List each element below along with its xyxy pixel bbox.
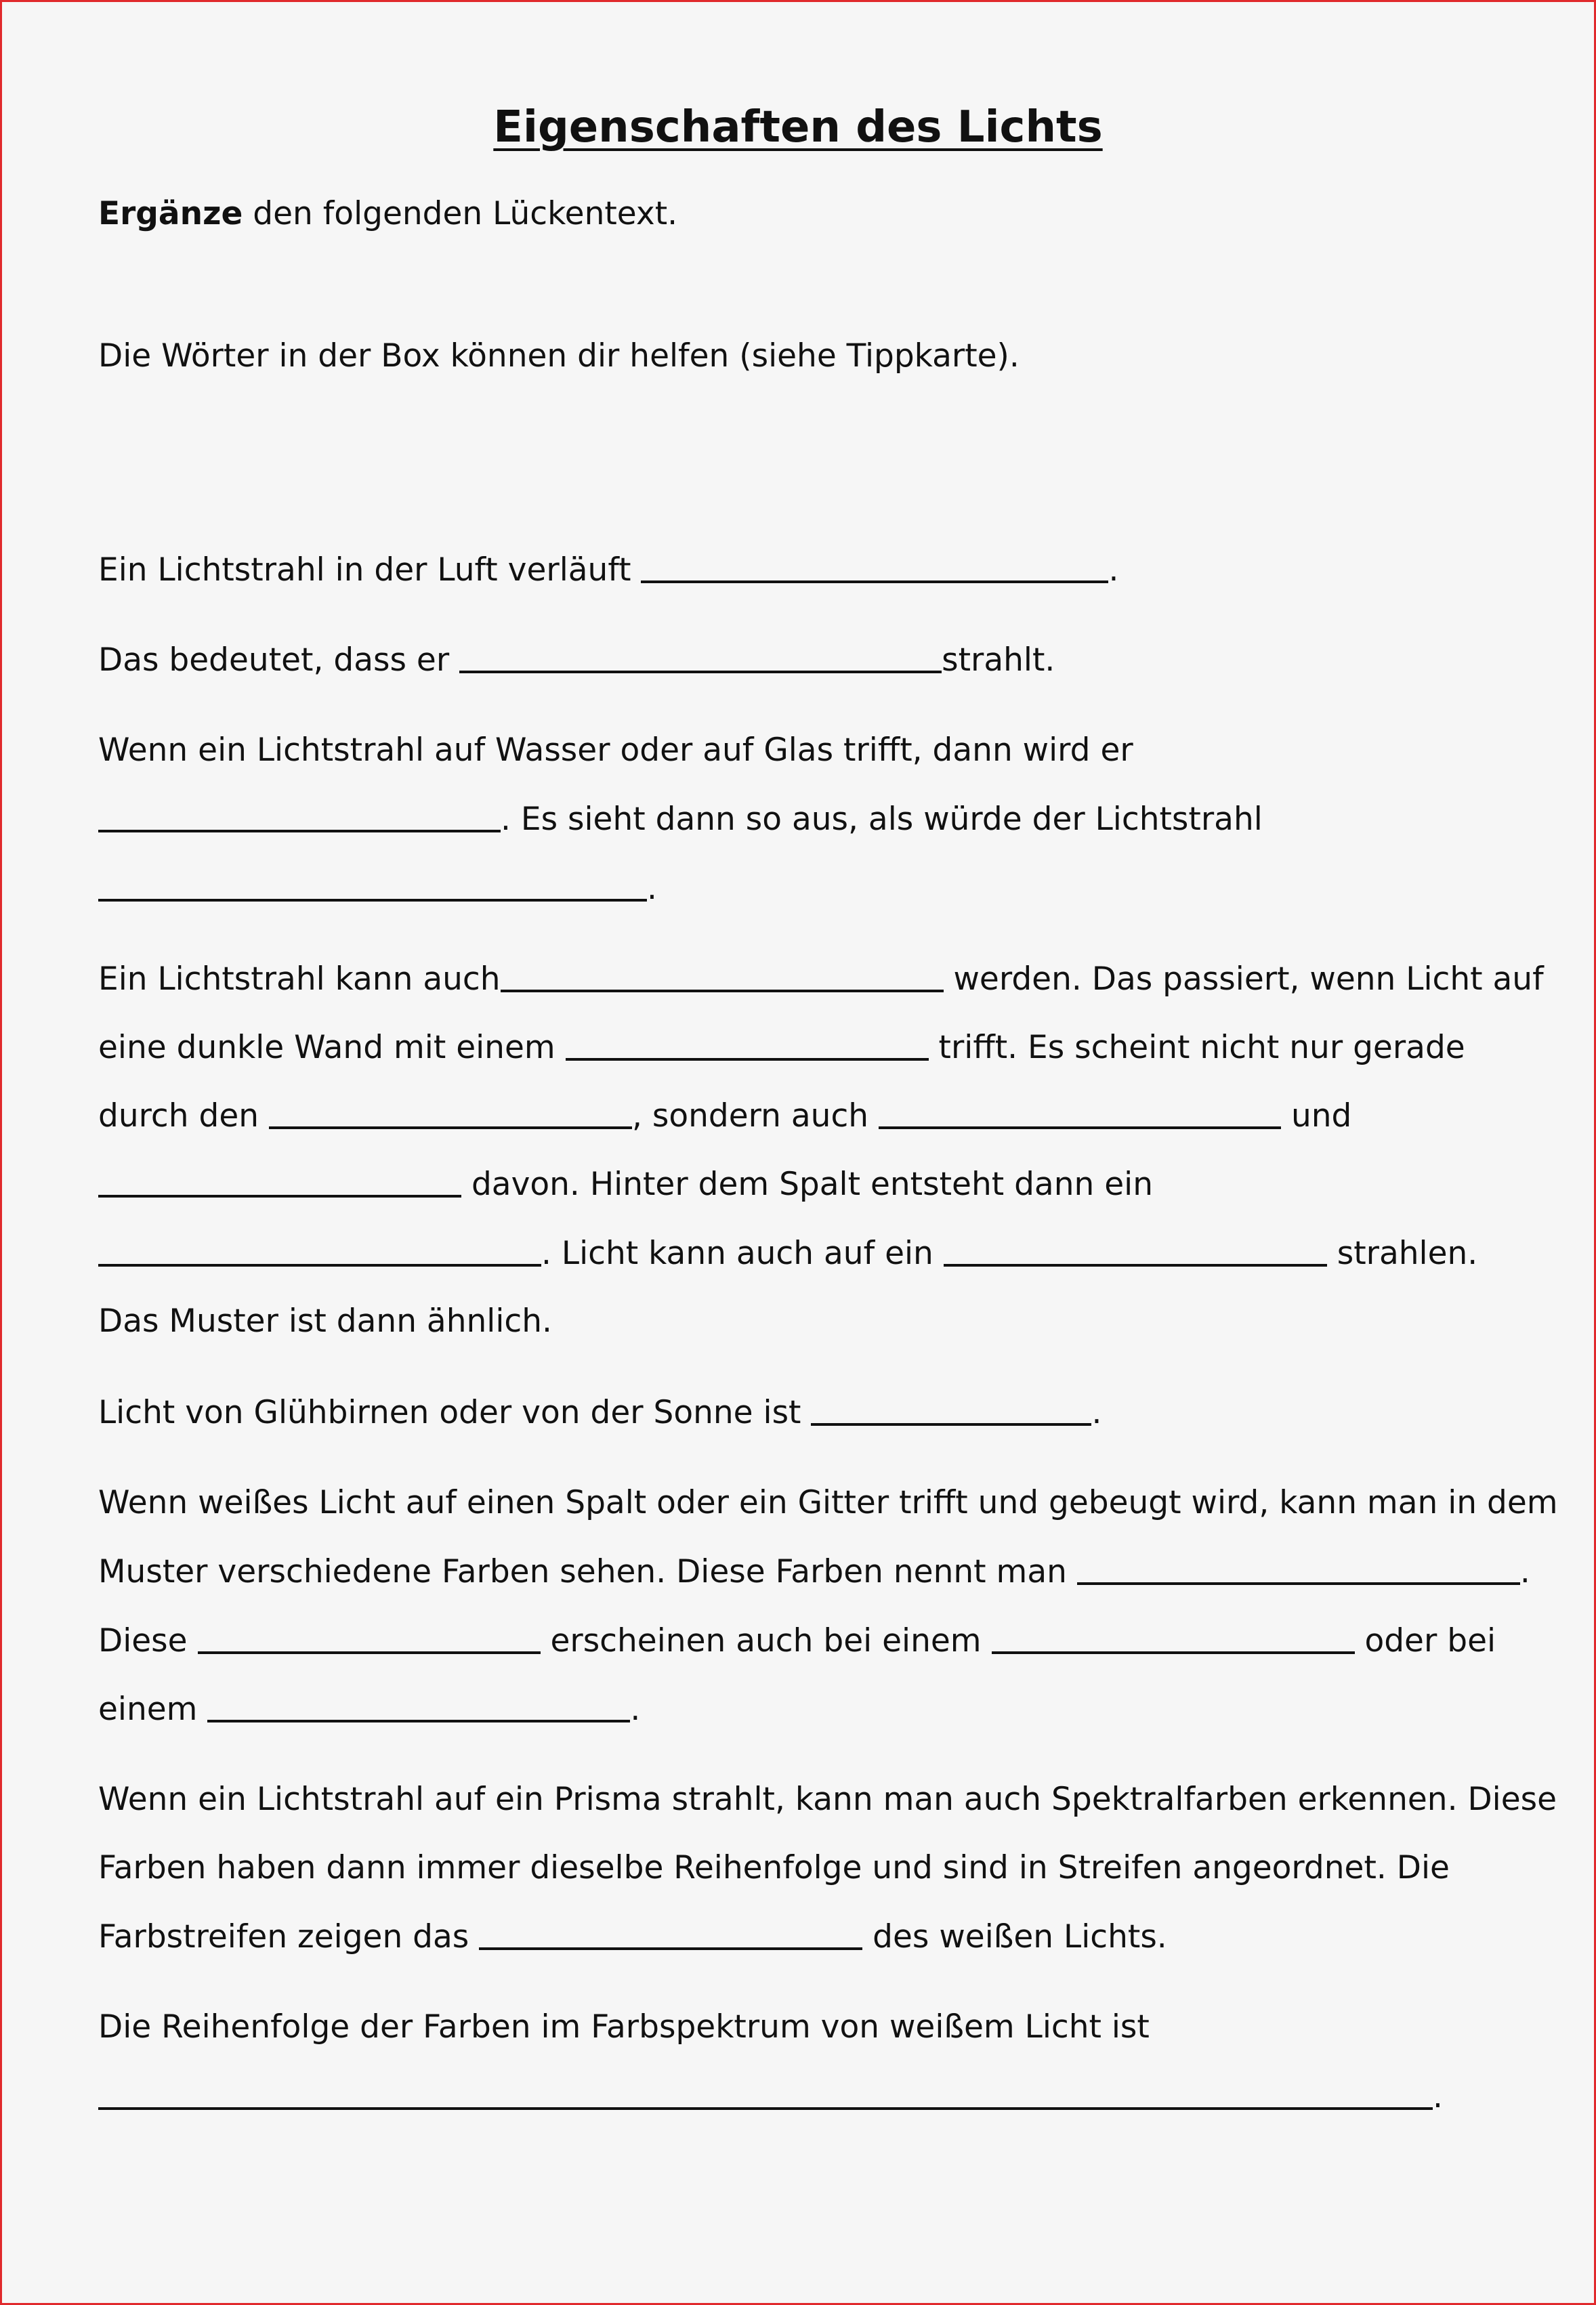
- text-line-10: . Licht kann auch auf ein strahlen.: [98, 1233, 1477, 1274]
- blank-12[interactable]: [811, 1392, 1091, 1426]
- text-line-18: Farben haben dann immer dieselbe Reihenfolge und sind in Streifen angeordnet. Die: [98, 1849, 1450, 1886]
- blank-5[interactable]: [501, 958, 944, 992]
- blank-16[interactable]: [207, 1689, 630, 1722]
- text-line-21: .: [98, 2076, 1443, 2117]
- instruction-bold: Ergänze: [98, 195, 243, 232]
- text-line-12: Licht von Glühbirnen oder von der Sonne ist .: [98, 1392, 1101, 1433]
- hint-line: Die Wörter in der Box können dir helfen (siehe Tippkarte).: [98, 337, 1020, 375]
- blank-17[interactable]: [479, 1916, 862, 1950]
- text-line-6: Ein Lichtstrahl kann auch werden. Das passiert, wenn Licht auf: [98, 958, 1544, 1000]
- text-line-14: Muster verschiedene Farben sehen. Diese Farben nennt man .: [98, 1551, 1530, 1592]
- text-line-5: .: [98, 868, 657, 909]
- text-line-16: einem .: [98, 1689, 640, 1730]
- blank-2[interactable]: [459, 639, 942, 673]
- blank-11[interactable]: [944, 1233, 1327, 1267]
- blank-7[interactable]: [269, 1095, 632, 1129]
- text-line-1: Ein Lichtstrahl in der Luft verläuft .: [98, 549, 1118, 591]
- blank-14[interactable]: [198, 1620, 541, 1654]
- page-title: Eigenschaften des Lichts: [493, 102, 1103, 152]
- instruction-text: den folgenden Lückentext.: [243, 195, 678, 232]
- blank-4[interactable]: [98, 868, 647, 902]
- text-line-19: Farbstreifen zeigen das des weißen Lichts.: [98, 1916, 1167, 1958]
- text-line-15: Diese erscheinen auch bei einem oder bei: [98, 1620, 1496, 1662]
- text-line-17: Wenn ein Lichtstrahl auf ein Prisma strahlt, kann man auch Spektralfarben erkennen. Diese: [98, 1781, 1557, 1818]
- blank-6[interactable]: [566, 1027, 929, 1061]
- text-line-9: davon. Hinter dem Spalt entsteht dann ein: [98, 1164, 1153, 1205]
- text-line-20: Die Reihenfolge der Farben im Farbspektrum von weißem Licht ist: [98, 2008, 1150, 2046]
- text-line-11: Das Muster ist dann ähnlich.: [98, 1303, 552, 1340]
- blank-15[interactable]: [992, 1620, 1355, 1654]
- text-line-2: Das bedeutet, dass er strahlt.: [98, 639, 1055, 681]
- blank-3[interactable]: [98, 799, 501, 832]
- blank-13[interactable]: [1077, 1551, 1520, 1585]
- text-line-8: durch den , sondern auch und: [98, 1095, 1351, 1137]
- text-line-13: Wenn weißes Licht auf einen Spalt oder ein Gitter trifft und gebeugt wird, kann man in dem: [98, 1484, 1558, 1521]
- text-line-4: . Es sieht dann so aus, als würde der Lichtstrahl: [98, 799, 1263, 840]
- blank-8[interactable]: [879, 1095, 1281, 1129]
- instruction-line: [98, 194, 677, 234]
- text-line-3: Wenn ein Lichtstrahl auf Wasser oder auf Glas trifft, dann wird er: [98, 732, 1133, 769]
- blank-18[interactable]: [98, 2076, 1433, 2110]
- blank-9[interactable]: [98, 1164, 461, 1198]
- text-line-7: eine dunkle Wand mit einem trifft. Es scheint nicht nur gerade: [98, 1027, 1465, 1068]
- blank-1[interactable]: [641, 549, 1108, 583]
- blank-10[interactable]: [98, 1233, 541, 1267]
